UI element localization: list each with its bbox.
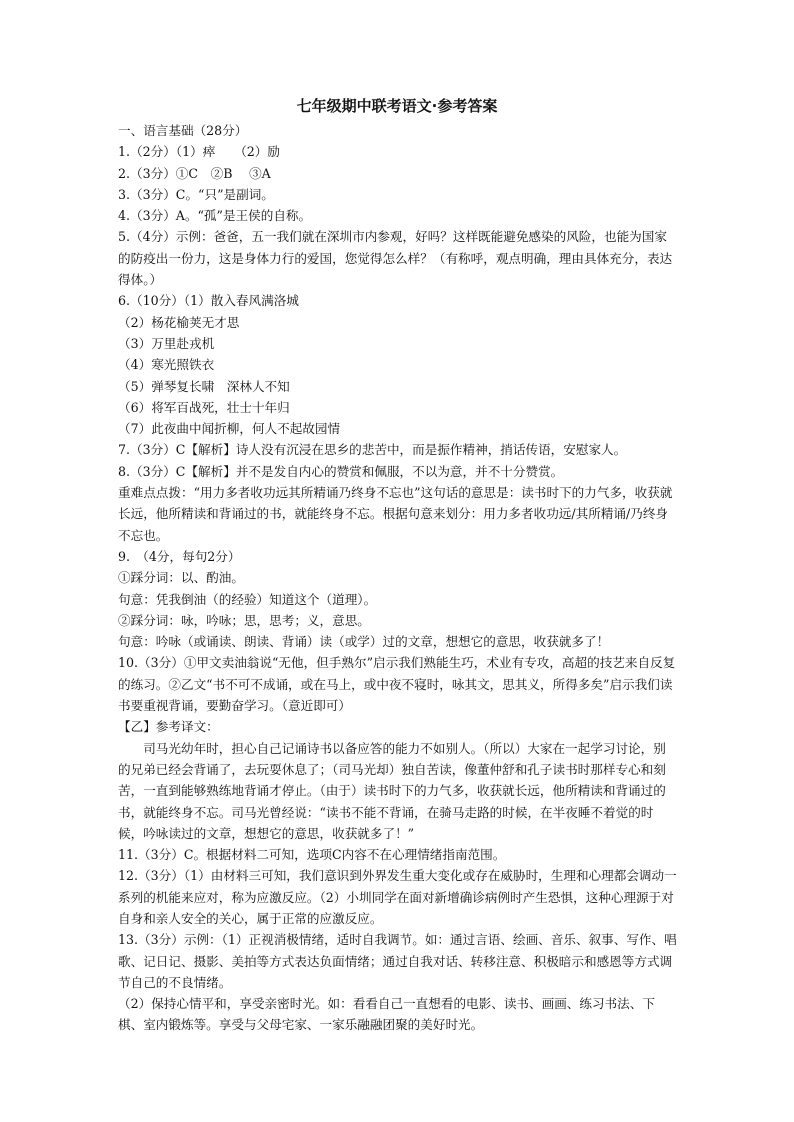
answer-line: （3）万里赴戎机 [118,335,215,351]
document-title: 七年级期中联考语文·参考答案 [296,97,498,115]
answer-line: （5）弹琴复长啸 深林人不知 [118,378,290,394]
answer-line: 4.（3分）A。“孤”是王侯的自称。 [118,208,312,224]
answer-line: 一、语言基础（28分） [118,123,248,138]
answer-line: 司马光幼年时，担心自己记诵诗书以备应答的能力不如别人。（所以）大家在一起学习讨论，别的兄弟已经会背诵了，去玩耍休息了；（司马光却）独自苦读，像董仲舒和孔子读书时那样专心和刻苦，一直到能够熟练地背诵才停止。（由于）读书时下的力气多，收获就长远，他所精读和背诵过的书，就能终身不忘。司马光曾经说：“读书不能不背诵，在骑马走路的时候，在半夜睡不着觉的时候，吟咏读过的文章，想想它的意思，收获就多了！” [118,740,666,841]
answer-line: 9. （4分，每句2分） [118,548,241,564]
answer-line: （4）寒光照铁衣 [118,357,215,373]
answer-line: 12.（3分）（1）由材料三可知，我们意识到外界发生重大变化或存在威胁时，生理和心理都会调动一系列的机能来应对，称为应激反应。（2）小圳同学在面对新增确诊病例时产生恐惧，这种心理源于对自身和亲人安全的关心，属于正常的应激反应。 [118,868,677,926]
answer-line: ②踩分词：咏，吟咏；思，思考；义，意思。 [118,612,370,628]
answer-line: 2.（3分）①C ②B ③A [118,165,271,181]
answer-line: 3.（3分）C。“只”是副词。 [118,186,274,202]
answer-line: 5.（4分）示例：爸爸，五一我们就在深圳市内参观，好吗？这样既能避免感染的风险，也能为国家的防疫出一份力，这是身体力行的爱国，您觉得怎么样？（有称呼，观点明确，理由具体充分，表达得体。） [118,229,673,288]
answer-line: 句意：凭我倒油（的经验）知道这个（道理）。 [118,591,377,607]
answer-line: 【乙】参考译文： [118,719,219,735]
answer-line: 13.（3分）示例：（1）正视消极情绪，适时自我调节。如：通过言语、绘画、音乐、叙事、写作、唱歌、记日记、摄影、美拍等方式表达负面情绪；通过自我对话、转移注意、积极暗示和感恩等方式调节自己的不良情绪。 [118,932,677,990]
answer-line: 8.（3分）C【解析】并不是发自内心的赞赏和佩服，不以为意，并不十分赞赏。 [118,463,564,479]
answer-line: （2）杨花榆荚无才思 [118,314,240,330]
answer-line: 重难点点拨：“用力多者收功远其所精诵乃终身不忘也”这句话的意思是：读书时下的力气多，收获就长远，他所精读和背诵过的书，就能终身不忘。根据句意来划分：用力多者收功远/其所精诵/乃终身不忘也。 [118,485,673,543]
answer-line: （7）此夜曲中闻折柳，何人不起故园情 [118,421,341,437]
answer-content [118,120,678,1036]
answer-line: 1.（2分）（1）瘁 （2）励 [118,144,280,160]
answer-line: 11.（3分）C。根据材料二可知，选项C内容不在心理情绪指南范围。 [118,847,506,863]
answer-line: ①踩分词：以、酌油。 [118,570,244,586]
answer-line: 句意：吟咏（或诵读、朗读、背诵）读（或学）过的文章，想想它的意思，收获就多了！ [118,634,610,650]
answer-line: （2）保持心情平和，享受亲密时光。如：看看自己一直想看的电影、读书、画画、练习书法、下棋、室内锻炼等。享受与父母宅家、一家乐融融团聚的美好时光。 [118,996,655,1033]
answer-line: 10.（3分）①甲文卖油翁说“无他，但手熟尔”启示我们熟能生巧，术业有专攻，高超的技艺来自反复的练习。②乙文“书不可不成诵，或在马上，或中夜不寝时，咏其文，思其义，所得多矣”启示我们读书要重视背诵，要勤奋学习。（意近即可） [118,655,676,714]
answer-line: （6）将军百战死，壮士十年归 [118,399,290,415]
answer-line: 6.（10分）（1）散入春风满洛城 [118,293,299,309]
answer-line: 7.（3分）C【解析】诗人没有沉浸在思乡的悲苦中，而是振作精神，捎话传语，安慰家人。 [118,442,627,458]
